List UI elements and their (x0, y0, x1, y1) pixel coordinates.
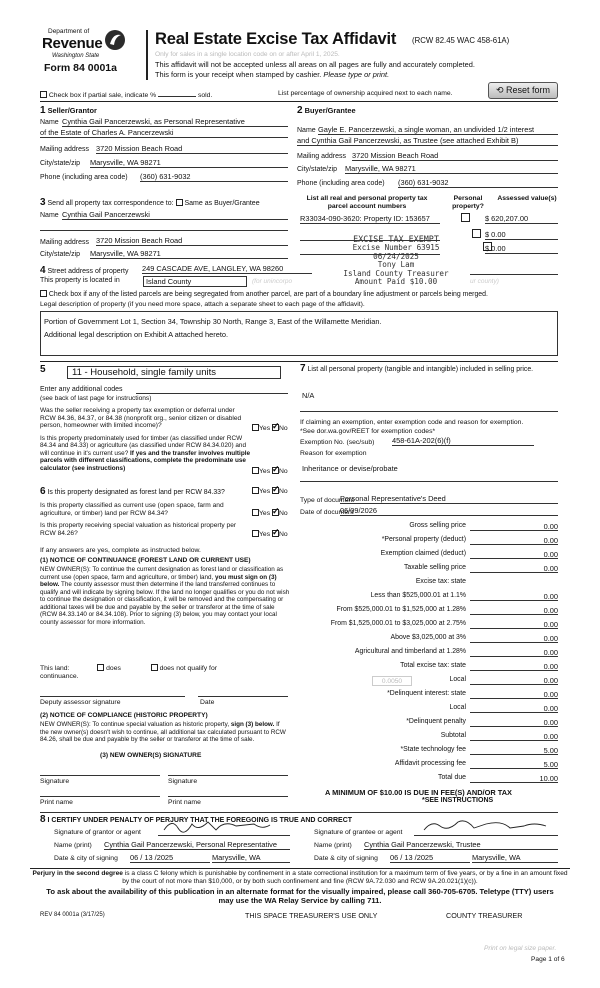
tax-label: Excise tax: state (415, 578, 466, 585)
sec6-q2-no-checkbox[interactable] (272, 509, 279, 516)
section-8-num: 8 (40, 814, 46, 825)
tax-label: Gross selling price (409, 522, 466, 529)
same-as-buyer-label: Same as Buyer/Grantee (184, 200, 260, 207)
tax-label: *Personal property (deduct) (381, 536, 466, 543)
sec5-q2-answers (252, 467, 288, 475)
cont-text-c: The county assessor must then determine if the land transferred continues to qualify and will indicate by signing below. If the land no longer qualifies or you do not wish to continue the designation or classification, it will be removed and the compensating or additional taxes will be due and payable by the seller or transferor at the time of sale (RCW 84.33.140 or 84.34.108). Prior to signing (3) below, you may contact your local county assessor for more information. (40, 581, 290, 626)
no-label: No (278, 531, 288, 538)
tax-label: Local (449, 704, 466, 711)
no-label: No (278, 425, 288, 432)
segregated-label: Check box if any of the listed parcels are being segregated from another parcel, are part of a boundary line adjustment or parcels being merged. (48, 291, 488, 298)
tax-value-field[interactable]: 0.00 (470, 620, 558, 629)
tax-value-field[interactable]: 0.00 (470, 564, 558, 573)
tax-row (300, 522, 558, 532)
personal-property-checkbox-1[interactable] (461, 213, 470, 222)
this-land-label: This land: (40, 665, 70, 672)
tax-value-field[interactable]: 0.00 (470, 536, 558, 545)
parcels-col3-header: Assessed value(s) (497, 195, 557, 202)
reset-form-label: Reset form (506, 85, 551, 95)
no-label: No (278, 510, 288, 517)
grantee-signature-icon (414, 818, 558, 834)
tax-label: Exemption claimed (deduct) (380, 550, 466, 557)
sec6-q2: Is this property classified as current use (open space, farm and agriculture, or timber) land per RCW 84.34? (40, 502, 224, 517)
section-2-heading (297, 105, 356, 116)
reason-label: Reason for exemption (300, 450, 367, 457)
tax-value-field[interactable]: 0.00 (470, 606, 558, 615)
stamp-line3: 06/24/2025 (373, 251, 419, 261)
grantor-signature-icon (158, 818, 290, 834)
corr-city-label: City/state/zip (40, 251, 81, 258)
section-3-num: 3 (40, 197, 46, 208)
sec6-q2-answers (252, 509, 288, 517)
sec5-rule (40, 361, 558, 362)
new-owner-print-line-1 (40, 796, 160, 797)
partial-sale-label: Check box if partial sale, indicate % (48, 92, 157, 99)
no-label: No (278, 468, 288, 475)
sec5-q2-text: Is this property predominately used for timber (as classified under RCW 84.34 and 84.33) or agriculture (as classified under RCW 84.34.020) and will continue in it's current use? (40, 435, 247, 457)
new-owner-print-label-1: Print name (40, 799, 73, 806)
section-7-num: 7 (300, 363, 306, 374)
sec6-q1-yes-checkbox[interactable] (252, 487, 259, 494)
see-instructions: *SEE INSTRUCTIONS (422, 797, 494, 804)
assessed-value-field-1[interactable]: $ 620,207.00 (485, 214, 558, 224)
parcels-col2-header: Personal property? (452, 195, 484, 210)
grantee-date-label: Date & city of signing (314, 855, 378, 862)
seller-mailing-field[interactable]: 3720 Mission Beach Road (96, 144, 288, 154)
sec6-if-yes: If any answers are yes, complete as instructed below. (40, 547, 201, 554)
tax-row (300, 746, 558, 756)
tax-row (300, 662, 558, 672)
segregated-checkbox[interactable] (40, 290, 47, 297)
this-land-row (40, 664, 217, 672)
dor-logo (40, 28, 140, 82)
new-owner-sig-label-1: Signature (40, 778, 70, 785)
partial-sale-checkbox[interactable] (40, 91, 47, 98)
additional-codes-field[interactable] (136, 385, 288, 394)
property-street-row (40, 265, 128, 276)
tax-label: Total due (438, 774, 466, 781)
unincorp-hint: (for unincorpo (252, 278, 293, 285)
grantor-signature-field[interactable] (158, 822, 290, 836)
yes-label: Yes (259, 531, 271, 538)
new-owner-sig-line-1 (40, 775, 160, 776)
sec7-label (300, 364, 558, 375)
new-owner-sig-label-2: Signature (168, 778, 198, 785)
assessed-value-field-3[interactable]: $ 0.00 (485, 244, 558, 254)
tax-row (300, 578, 558, 588)
header-divider (146, 30, 148, 80)
personal-property-line (300, 411, 558, 412)
yes-label: Yes (259, 468, 271, 475)
grantee-date-field[interactable]: 06 / 13 /2025 (390, 853, 470, 863)
tax-row (300, 648, 558, 658)
perjury-notice (30, 870, 570, 885)
partial-sale-row (40, 90, 212, 99)
street-label: Street address of property (47, 268, 129, 275)
buyer-phone-label: Phone (including area code) (297, 180, 385, 187)
tax-row (300, 704, 558, 714)
seller-name-field-2[interactable]: of the Estate of Charles A. Pancerzewski (40, 128, 288, 138)
doc-type-label: Type of document (300, 497, 355, 504)
tax-value-field[interactable]: 0.00 (470, 732, 558, 741)
tax-row (300, 760, 558, 770)
corr-city-field[interactable]: Marysville, WA 98271 (90, 249, 288, 259)
section-2-num: 2 (297, 105, 303, 116)
tax-row (300, 606, 558, 616)
does-checkbox[interactable] (97, 664, 104, 671)
tax-label: *Delinquent penalty (406, 718, 466, 725)
section-3-row (40, 197, 260, 208)
section-6-num: 6 (40, 486, 46, 497)
sec5-q1-no-checkbox[interactable] (272, 424, 279, 431)
sec5-q1: Was the seller receiving a property tax exemption or deferral under RCW 84.36, 84.37, or 84.38 (nonprofit org., senior citizen or disabled person, homeowner with limited income)? (40, 407, 242, 430)
new-owner-sig-heading: (3) NEW OWNER(S) SIGNATURE (100, 752, 202, 759)
sec5-q2 (40, 435, 252, 472)
grantor-city-field[interactable]: Marysville, WA (212, 853, 290, 863)
land-use-value: 11 - Household, single family units (72, 367, 216, 378)
sec6-q1-text: Is this property designated as forest land per RCW 84.33? (47, 489, 225, 496)
continuance-heading: (1) NOTICE OF CONTINUANCE (FOREST LAND OR CURRENT USE) (40, 557, 251, 564)
dept-state: Washington State (52, 53, 100, 59)
additional-codes-label: Enter any additional codes (40, 386, 123, 393)
tax-value-field[interactable]: 0.00 (470, 634, 558, 643)
seller-phone-label: Phone (including area code) (40, 174, 128, 181)
revenue-logo-icon (104, 29, 126, 51)
buyer-name-field-1[interactable]: Gayle E. Pancerzewski, a single woman, an undivided 1/2 interest (318, 125, 558, 135)
compliance-text (40, 721, 290, 744)
faint-note: Only for sales in a single location code on or after April 1, 2025. (155, 51, 340, 58)
section-1-num: 1 (40, 105, 46, 116)
sec7-text: List all personal property (tangible and intangible) included in selling price. (307, 366, 534, 373)
does-not-checkbox[interactable] (151, 664, 158, 671)
seller-heading: Seller/Grantor (47, 106, 97, 115)
seller-mailing-label: Mailing address (40, 146, 90, 153)
grantor-name-field[interactable]: Cynthia Gail Pancerzewski, Personal Representative (104, 840, 290, 850)
tax-value-field[interactable]: 0.00 (470, 648, 558, 657)
grantor-sig-label: Signature of grantor or agent (54, 829, 141, 836)
tax-row (300, 732, 558, 742)
buyer-city-label: City/state/zip (297, 166, 338, 173)
corr-name-field[interactable]: Cynthia Gail Pancerzewski (62, 210, 288, 220)
tax-row (300, 690, 558, 700)
yes-label: Yes (259, 425, 271, 432)
section-5-num: 5 (40, 364, 46, 375)
same-as-buyer-checkbox[interactable] (176, 199, 183, 206)
seller-city-label: City/state/zip (40, 160, 81, 167)
comp-text-b: sign (3) below. (230, 721, 275, 728)
tax-row (300, 564, 558, 574)
partial-sale-pct-field[interactable] (158, 90, 196, 97)
sec5-q1-yes-checkbox[interactable] (252, 424, 259, 431)
legal-line-2: Additional legal description on Exhibit A attached hereto. (44, 330, 229, 339)
grantee-signature-field[interactable] (414, 822, 558, 836)
comp-text-a: NEW OWNER(S): To continue special valuation as historic property, (40, 721, 230, 728)
sec6-q1-no-checkbox[interactable] (272, 487, 279, 494)
tax-label: Taxable selling price (403, 564, 466, 571)
tax-label: Total excise tax: state (400, 662, 466, 669)
header-line1: This affidavit will not be accepted unless all areas on all pages are fully and accurately completed. (155, 60, 475, 69)
tax-label: Affidavit processing fee (394, 760, 466, 767)
buyer-phone-field[interactable]: (360) 631-9032 (398, 178, 558, 188)
land-use-select[interactable] (67, 366, 281, 379)
buyer-mailing-label: Mailing address (297, 153, 347, 160)
tax-label: *Delinquent interest: state (387, 690, 466, 697)
tax-label: Less than $525,000.01 at 1.1% (370, 592, 466, 599)
minimum-due: A MINIMUM OF $10.00 IS DUE IN FEE(S) AND/OR TAX (325, 788, 512, 797)
comp-text-c: If the new owner(s) doesn't wish to continue, all additional tax calculated pursuant to RCW 84.26, shall be due and payable by the seller or transferor at the time of sale. (40, 721, 286, 743)
footer-rule (30, 868, 570, 869)
new-owner-print-label-2: Print name (168, 799, 201, 806)
sec6-q3-answers (252, 530, 288, 538)
doc-date-field[interactable]: 06/09/2026 (340, 506, 558, 516)
tax-row (300, 676, 558, 686)
personal-property-field[interactable]: N/A (302, 391, 315, 400)
no-label: No (278, 488, 288, 495)
section-1-heading (40, 105, 97, 116)
reset-icon: ⟲ (495, 85, 504, 95)
tax-label: Local (449, 676, 466, 683)
see-back-label: (see back of last page for instructions) (40, 395, 152, 402)
reason-line (300, 481, 558, 482)
street-line-ext (470, 274, 558, 275)
compliance-heading: (2) NOTICE OF COMPLIANCE (HISTORIC PROPERTY) (40, 712, 208, 719)
rev-number: REV 84 0001a (3/17/25) (40, 912, 105, 918)
form-number: Form 84 0001a (44, 62, 117, 74)
header-line2-italic: Please type or print. (323, 70, 390, 79)
tax-row (300, 634, 558, 644)
county-hint: ur county) (470, 278, 499, 285)
deputy-date-line (198, 696, 288, 697)
seller-phone-field[interactable]: (360) 631-9032 (140, 172, 288, 182)
form-title-ref: (RCW 82.45 WAC 458-61A) (412, 36, 510, 45)
tax-value-field[interactable]: 0.00 (470, 704, 558, 713)
section-4-num: 4 (40, 265, 46, 276)
buyer-name-label: Name (297, 127, 316, 134)
yes-label: Yes (259, 488, 271, 495)
sec6-q3: Is this property receiving special valuation as historical property per RCW 84.26? (40, 522, 237, 537)
street-address-field[interactable]: 249 CASCADE AVE, LANGLEY, WA 98260 (142, 264, 312, 274)
assessed-value-field-2[interactable]: $ 0.00 (485, 230, 558, 240)
cont-text-a: NEW OWNER(S): To continue the current designation as forest land or classification as current use (open space, farm and agriculture, or timber) land, (40, 566, 284, 581)
corr-name-label: Name (40, 212, 59, 219)
grantor-date-field[interactable]: 06 / 13 /2025 (130, 853, 210, 863)
deputy-date-label: Date (200, 699, 215, 706)
pct-ownership-label: List percentage of ownership acquired next to each name. (278, 90, 453, 97)
sec6-q1-answers (252, 487, 288, 495)
alt-format-notice: To ask about the availability of this publication in an alternate format for the visually impaired, please call 360-705-6705. Teletype (TTY) users may use the WA Relay Service by calling 711. (46, 887, 554, 905)
sec6-q3-yes-checkbox[interactable] (252, 530, 259, 537)
tax-row (300, 550, 558, 560)
partial-sale-sold: sold. (197, 92, 213, 99)
tax-row (300, 718, 558, 728)
exempt-no-label: Exemption No. (sec/sub) (300, 439, 375, 446)
continuance-label: continuance. (40, 673, 79, 680)
stamp-line5: Island County Treasurer (343, 268, 449, 278)
deputy-sig-line (40, 696, 185, 697)
deputy-sig-label: Deputy assessor signature (40, 699, 121, 706)
sec6-q2-yes-checkbox[interactable] (252, 509, 259, 516)
cont-text-b: you must sign on (3) below. (40, 573, 277, 588)
stamp-line4: Tony Lam (377, 260, 415, 269)
corr-label: Send all property tax correspondence to: (47, 200, 174, 207)
buyer-city-field[interactable]: Marysville, WA 98271 (345, 164, 558, 174)
new-owner-print-line-2 (168, 796, 288, 797)
print-legal-note: Print on legal size paper. (484, 945, 557, 952)
parcels-col1-header: List all real and personal property tax parcel account numbers (306, 195, 428, 210)
legal-desc-label: Legal description of property (if you need more space, attach a separate sheet to each page of the affidavit). (40, 301, 365, 308)
header-rule (40, 101, 558, 102)
tax-value-field[interactable]: 0.00 (470, 718, 558, 727)
sec5-q2-yes-checkbox[interactable] (252, 467, 259, 474)
header-line2-wrap (155, 70, 389, 79)
sec6-q3-no-checkbox[interactable] (272, 530, 279, 537)
sec6-q1 (40, 486, 252, 497)
dept-name: Revenue (42, 35, 103, 52)
segregated-row (40, 290, 488, 298)
parcel-number-field-1[interactable]: R33034-090-3620: Property ID: 153657 (300, 214, 440, 224)
grantee-name-label: Name (print) (314, 842, 352, 849)
tax-label: *State technology fee (400, 746, 466, 753)
perjury-bold: Perjury in the second degree (32, 870, 123, 877)
stamp-line2: Excise Number 63915 (352, 243, 440, 252)
continuance-text (40, 566, 290, 626)
grantor-date-label: Date & city of signing (54, 855, 118, 862)
corr-blank-line (40, 230, 288, 231)
stamp-line6: Amount Paid $10.00 (354, 277, 438, 286)
county-field[interactable]: Island County (143, 276, 247, 287)
buyer-mailing-field[interactable]: 3720 Mission Beach Road (352, 151, 558, 161)
tax-value-field[interactable]: 0.00 (470, 690, 558, 699)
treasurer-stamp (326, 235, 466, 293)
does-not-label: does not qualify for (159, 665, 217, 672)
tax-row (300, 774, 558, 784)
tax-row (300, 620, 558, 630)
yes-label: Yes (259, 510, 271, 517)
local-rate-field[interactable]: 0.0050 (372, 676, 412, 686)
grantee-name-field[interactable]: Cynthia Gail Pancerzewski, Trustee (364, 840, 558, 850)
dept-line1: Department of (48, 28, 90, 35)
doc-type-field[interactable]: Personal Representative's Deed (340, 494, 558, 504)
grantee-sig-label: Signature of grantee or agent (314, 829, 403, 836)
tax-value-field[interactable]: 5.00 (470, 760, 558, 769)
does-label: does (106, 665, 121, 672)
tax-label: Above $3,025,000 at 3% (390, 634, 466, 641)
doc-date-label: Date of document (300, 509, 354, 516)
grantee-city-field[interactable]: Marysville, WA (472, 853, 558, 863)
treasurer-use: THIS SPACE TREASURER'S USE ONLY (245, 911, 378, 920)
tax-value-field[interactable]: 0.00 (470, 662, 558, 671)
reset-form-button[interactable] (488, 82, 558, 99)
new-owner-sig-line-2 (168, 775, 288, 776)
total-due-field[interactable]: 10.00 (470, 774, 558, 783)
tax-value-field[interactable]: 0.00 (470, 676, 558, 685)
seller-name-field-1[interactable]: Cynthia Gail Pancerzewski, as Personal Representative (62, 117, 288, 127)
tax-label: Agricultural and timberland at 1.28% (354, 648, 466, 655)
legal-line-1: Portion of Government Lot 1, Section 34, Township 30 North, Range 3, East of the Willamette Meridian. (44, 317, 382, 326)
sec5-q1-answers (252, 424, 288, 432)
buyer-name-field-2[interactable]: and Cynthia Gail Pancerzewski, as Trustee (see attached Exhibit B) (297, 136, 558, 146)
reason-field[interactable]: Inheritance or devise/probate (302, 464, 398, 473)
exempt-no-field[interactable]: 458-61A-202(6)(f) (392, 436, 534, 446)
header-line2: This form is your receipt when stamped by cashier. (155, 70, 322, 79)
stamp-line1: EXCISE TAX EXEMPT (353, 234, 439, 244)
page-number: Page 1 of 6 (531, 956, 565, 963)
grantor-name-label: Name (print) (54, 842, 92, 849)
exempt-text: If claiming an exemption, enter exemption code and reason for exemption. *See dor.wa.gov/REET for exemption codes* (300, 419, 524, 435)
tax-label: Subtotal (440, 732, 466, 739)
tax-row (300, 536, 558, 546)
seller-name-label: Name (40, 119, 59, 126)
seller-city-field[interactable]: Marysville, WA 98271 (90, 158, 288, 168)
sec5-q2-no-checkbox[interactable] (272, 467, 279, 474)
tax-value-field[interactable]: 0.00 (470, 522, 558, 531)
personal-property-checkbox-2[interactable] (472, 229, 481, 238)
located-in-label: This property is located in (40, 277, 120, 284)
corr-mailing-label: Mailing address (40, 239, 90, 246)
tax-label: From $525,000.01 to $1,525,000 at 1.28% (336, 606, 466, 613)
buyer-heading: Buyer/Grantee (304, 106, 356, 115)
legal-description-field[interactable] (40, 311, 558, 356)
perjury-text: is a class C felony which is punishable by confinement in a state correctional institution for a maximum term of five years, or by a fine in an amount fixed by the court of not more than $10,000, or by both such confinement and fine (RCW 9A.72.030 and RCW 9A.20.021(1)(c)). (122, 870, 568, 885)
tax-row (300, 592, 558, 602)
tax-value-field[interactable]: 0.00 (470, 550, 558, 559)
county-treasurer: COUNTY TREASURER (446, 911, 523, 920)
form-title: Real Estate Excise Tax Affidavit (155, 30, 397, 48)
tax-label: From $1,525,000.01 to $3,025,000 at 2.75% (330, 620, 466, 627)
tax-value-field[interactable]: 5.00 (470, 746, 558, 755)
certify-text: I CERTIFY UNDER PENALTY OF PERJURY THAT THE FOREGOING IS TRUE AND CORRECT (47, 817, 353, 824)
tax-value-field[interactable]: 0.00 (470, 592, 558, 601)
corr-mailing-field[interactable]: 3720 Mission Beach Road (96, 236, 288, 246)
sec5-q2-bold: If yes and the transfer involves multiple parcels with different classifications, complete the predominate use calculator (see instructions) (40, 449, 251, 472)
